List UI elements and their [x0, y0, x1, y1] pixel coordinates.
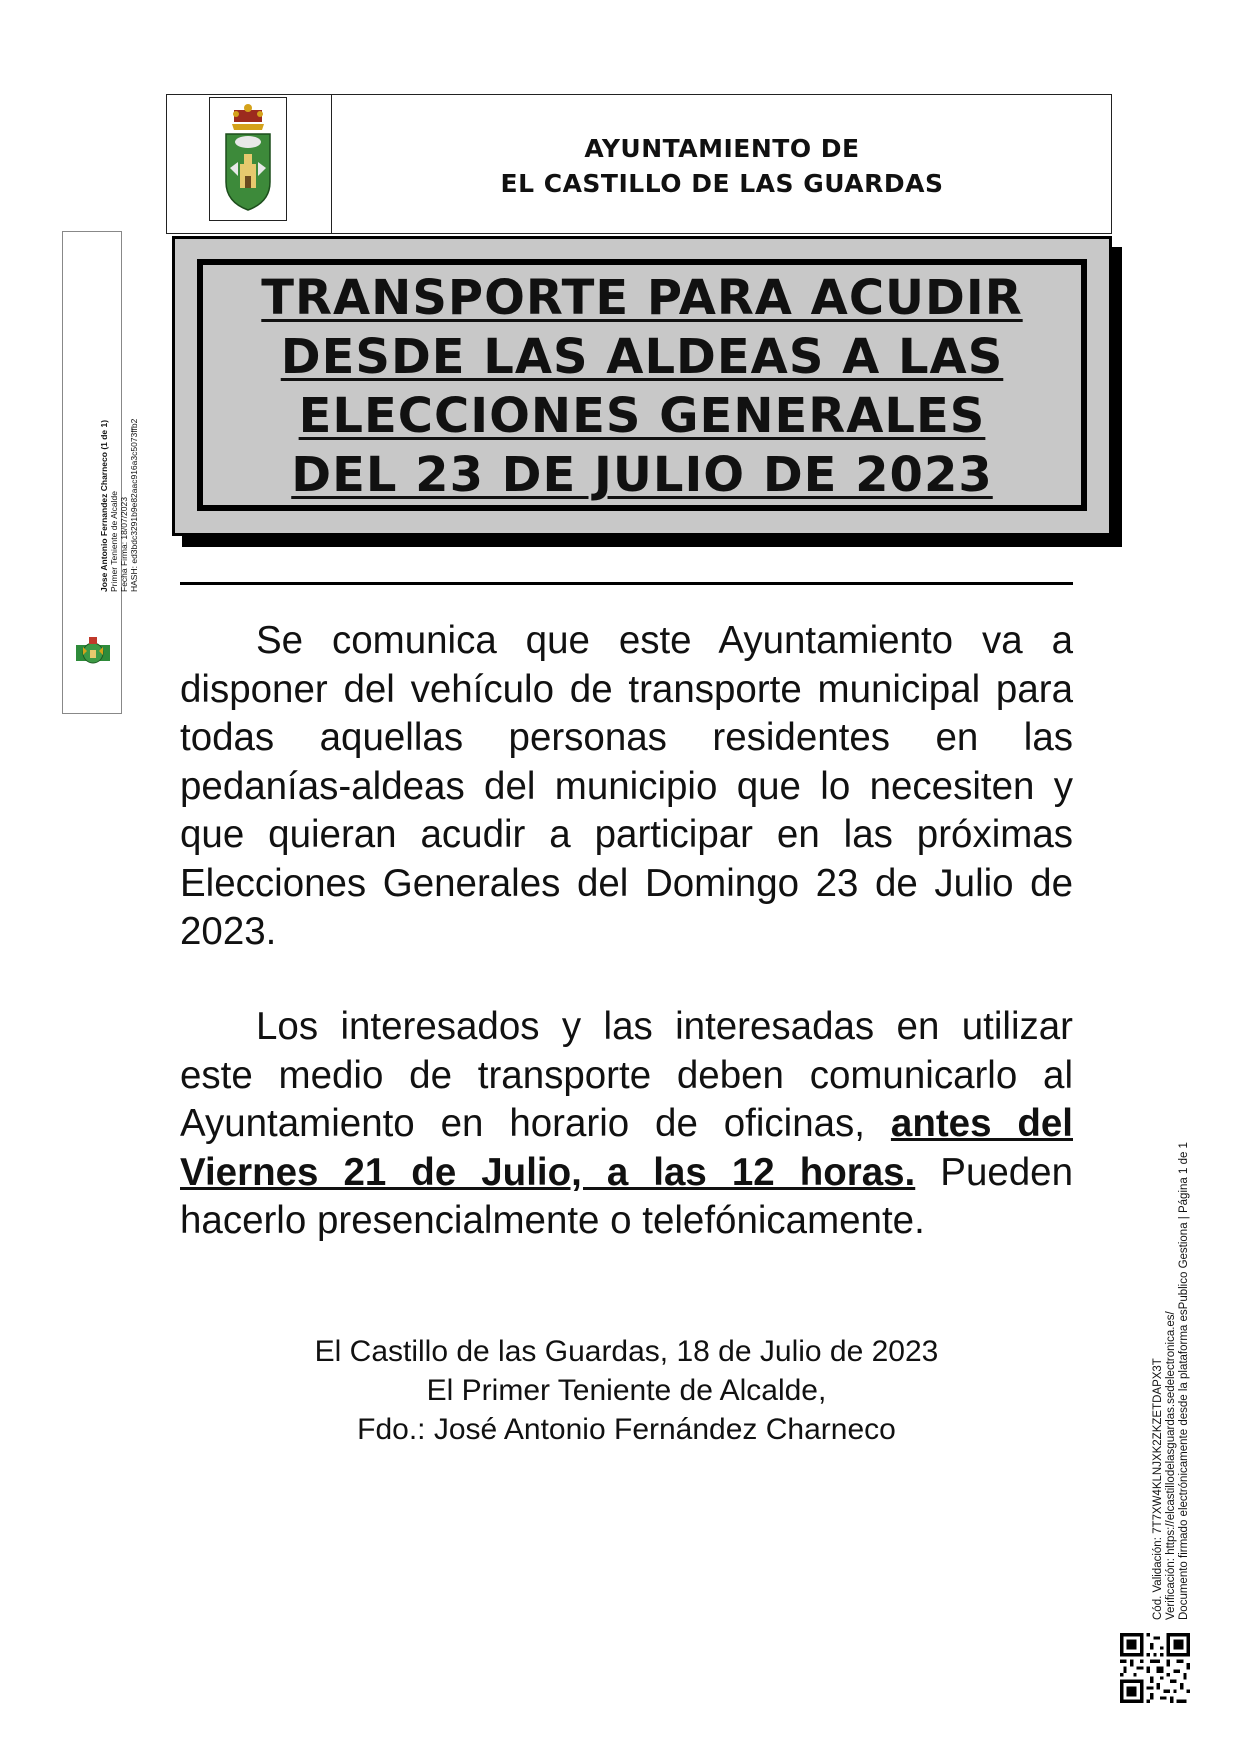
document-title: [203, 269, 1081, 505]
org-line-2: EL CASTILLO DE LAS GUARDAS: [500, 169, 944, 198]
para2-text-before: Los interesados y las interesadas en utilizar este medio de transporte deben comunicarlo al Ayuntamiento en horario de oficinas,: [180, 1005, 1073, 1145]
title-line: DEL 23 DE JULIO DE 2023: [291, 447, 993, 503]
title-line: ELECCIONES GENERALES: [298, 388, 986, 444]
validation-code: Cód. Validación: 7T7XW4KLNJXK2ZKZETDAPX3T: [1152, 1358, 1164, 1620]
title-line: TRANSPORTE PARA ACUDIR: [261, 270, 1023, 326]
title-inner-frame: [197, 259, 1087, 511]
qr-code-icon[interactable]: [1120, 1633, 1190, 1703]
header-logo-cell: [167, 95, 332, 233]
horizontal-divider: [180, 582, 1073, 585]
para2-text-after: Pueden hacerlo presencialmente o telefónicamente.: [180, 1150, 1074, 1242]
title-line: DESDE LAS ALDEAS A LAS: [280, 329, 1004, 385]
stamp-hash: HASH: ed3bdc3291b9e82aac916a3c5073ffb2: [129, 418, 139, 592]
body-paragraph-1: Se comunica que este Ayuntamiento va a disponer del vehículo de transporte municipal para todas aquellas personas residentes en las pedanías-aldeas del municipio que lo necesiten y que quieran acudir a participar en las próximas Elecciones Generales del Domingo 23 de Julio de 2023.: [180, 619, 1073, 953]
verification-url[interactable]: Verificación: https://elcastillodelasguardas.sedelectronica.es/: [1165, 1311, 1177, 1620]
validation-text: [1152, 1142, 1191, 1620]
title-box: [172, 236, 1112, 536]
stamp-signer: Jose Antonio Fernandez Charneco (1 de 1): [99, 419, 109, 592]
place-date: El Castillo de las Guardas, 18 de Julio de 2023: [314, 1335, 939, 1368]
body-paragraph-2: [180, 1003, 1073, 1246]
platform-notice: Documento firmado electrónicamente desde la plataforma esPublico Gestiona | Página 1 de 1: [1178, 1142, 1190, 1620]
stamp-text: [99, 419, 139, 592]
document-header: [166, 94, 1112, 234]
organization-name: [333, 131, 1111, 201]
signer-name: Fdo.: José Antonio Fernández Charneco: [357, 1413, 896, 1446]
e-signature-stamp: [62, 231, 139, 714]
org-line-1: AYUNTAMIENTO DE: [584, 134, 860, 163]
signature-block: [180, 1332, 1073, 1449]
stamp-date: Fecha Firma: 18/07/2023: [119, 497, 129, 592]
signer-role: El Primer Teniente de Alcalde,: [426, 1374, 827, 1407]
deadline-emphasis: antes del Viernes 21 de Julio, a las 12 horas.: [180, 1102, 1073, 1194]
coat-of-arms-icon: [209, 97, 287, 221]
stamp-position: Primer Teniente de Alcalde: [109, 491, 119, 592]
municipal-seal-icon: [72, 633, 114, 669]
